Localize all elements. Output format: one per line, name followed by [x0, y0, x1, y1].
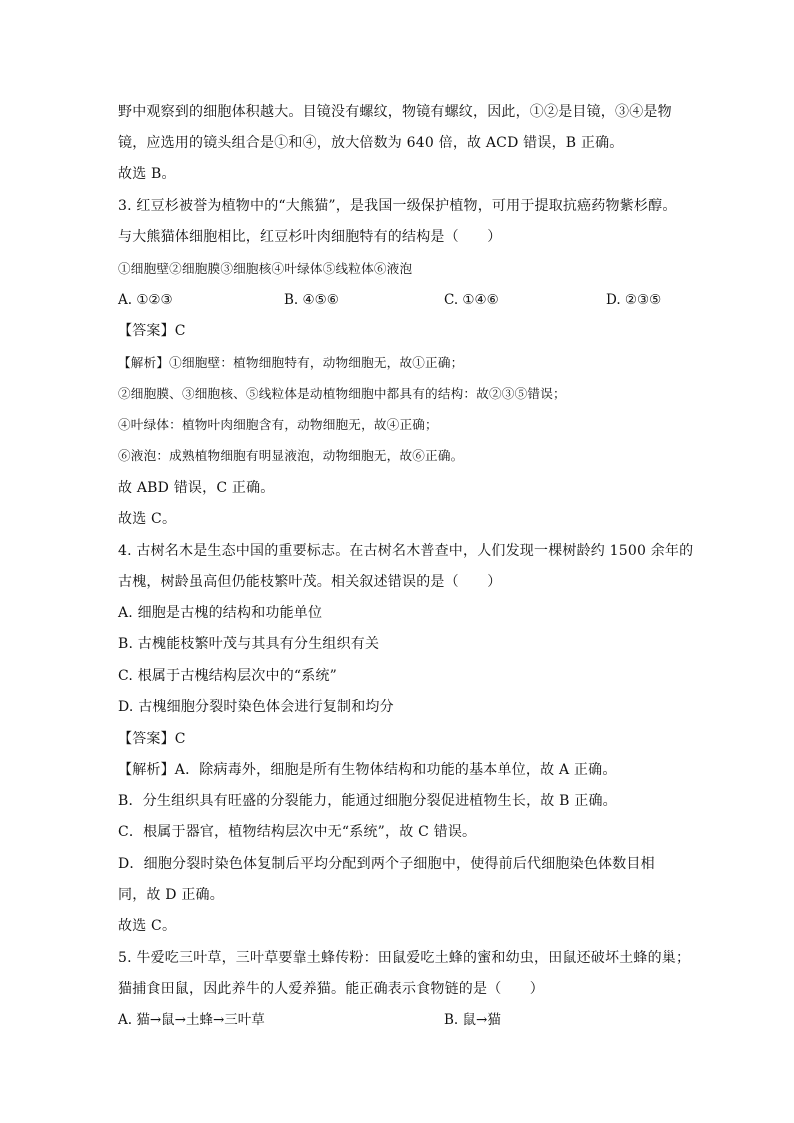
- text-line: 故选 C。: [118, 918, 177, 934]
- analysis-3: 【解析】①细胞壁：植物细胞特有，动物细胞无，故①正确；: [118, 355, 464, 370]
- question-3-items: ①细胞壁②细胞膜③细胞核④叶绿体⑤线粒体⑥液泡: [118, 261, 413, 276]
- question-4-stem: 4. 古树名木是生态中国的重要标志。在古树名木普查中，人们发现一棵树龄约 1500 余年的: [118, 543, 694, 559]
- text-line: 镜，应选用的镜头组合是①和④，放大倍数为 640 倍，故 ACD 错误，B 正确。: [118, 135, 624, 151]
- answer-4: 【答案】C: [118, 731, 186, 747]
- analysis-4: B．分生组织具有旺盛的分裂能力，能通过细胞分裂促进植物生长，故 B 正确。: [118, 793, 617, 809]
- analysis-4: C．根属于器官，植物结构层次中无“系统”，故 C 错误。: [118, 824, 477, 840]
- q5-option-a: A. 猫→鼠→土蜂→三叶草: [118, 1012, 265, 1028]
- analysis-3: ②细胞膜、③细胞核、⑤线粒体是动植物细胞中都具有的结构：故②③⑤错误；: [118, 386, 566, 401]
- question-3-stem: 3. 红豆杉被誉为植物中的“大熊猫”，是我国一级保护植物，可用于提取抗癌药物紫杉醇。: [118, 198, 677, 214]
- answer-3: 【答案】C: [118, 323, 186, 339]
- analysis-3: ④叶绿体：植物叶肉细胞含有，动物细胞无，故④正确；: [118, 417, 438, 432]
- q3-option-c: C. ①④⑥: [444, 292, 499, 308]
- q4-option-a: A. 细胞是古槐的结构和功能单位: [118, 605, 323, 621]
- q4-option-b: B. 古槐能枝繁叶茂与其具有分生组织有关: [118, 636, 380, 652]
- q4-option-d: D. 古槐细胞分裂时染色体会进行复制和均分: [118, 699, 394, 715]
- question-3-stem: 与大熊猫体细胞相比，红豆杉叶肉细胞特有的结构是（ ）: [118, 229, 502, 245]
- question-5-stem: 猫捕食田鼠，因此养牛的人爱养猫。能正确表示食物链的是（ ）: [118, 981, 544, 997]
- q5-option-b: B. 鼠→猫: [444, 1012, 501, 1028]
- text-line: 故选 C。: [118, 511, 177, 527]
- q3-option-d: D. ②③⑤: [606, 292, 662, 308]
- question-5-stem: 5. 牛爱吃三叶草，三叶草要靠土蜂传粉：田鼠爱吃土蜂的蜜和幼虫，田鼠还破坏土蜂的巢；: [118, 950, 691, 966]
- analysis-3: ⑥液泡：成熟植物细胞有明显液泡，动物细胞无，故⑥正确。: [118, 448, 464, 463]
- analysis-4: 【解析】A．除病毒外，细胞是所有生物体结构和功能的基本单位，故 A 正确。: [118, 762, 617, 778]
- text-line: 故选 B。: [118, 166, 176, 182]
- analysis-4: D．细胞分裂时染色体复制后平均分配到两个子细胞中，使得前后代细胞染色体数目相: [118, 856, 655, 872]
- text-line: 野中观察到的细胞体积越大。目镜没有螺纹，物镜有螺纹，因此，①②是目镜，③④是物: [118, 104, 672, 120]
- q3-option-b: B. ④⑤⑥: [284, 292, 339, 308]
- q4-option-c: C. 根属于古槐结构层次中的“系统”: [118, 668, 338, 684]
- question-4-stem: 古槐，树龄虽高但仍能枝繁叶茂。相关叙述错误的是（ ）: [118, 574, 502, 590]
- analysis-4: 同，故 D 正确。: [118, 887, 224, 903]
- analysis-3: 故 ABD 错误，C 正确。: [118, 480, 275, 496]
- q3-option-a: A. ①②③: [118, 292, 173, 308]
